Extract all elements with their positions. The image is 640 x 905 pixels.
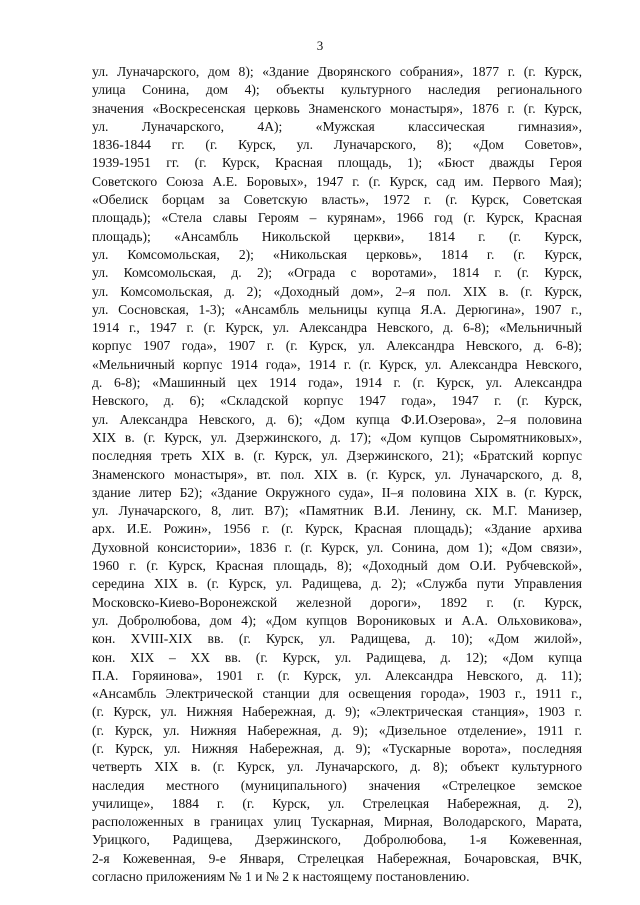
text-line: д. 6-8); «Машинный цех 1914 года», 1914 г. (г. Курск, ул. Александра — [92, 375, 582, 391]
text-line: Невского, д. 6); «Складской корпус 1947 года», 1947 г. (г. Курск, — [92, 393, 582, 409]
text-line: Московско-Киево-Воронежской железной дороги», 1892 г. (г. Курск, — [92, 594, 582, 610]
text-line: 1914 г., 1947 г. (г. Курск, ул. Александра Невского, д. 6-8); «Мельничный — [92, 320, 582, 336]
text-line: (г. Курск, ул. Нижняя Набережная, д. 9); «Дизельное отделение», 1911 г. — [92, 722, 582, 738]
text-line: кон. XVIII-XIX вв. (г. Курск, ул. Радищева, д. 10); «Дом жилой», — [92, 631, 582, 647]
text-line: П.А. Горяинова», 1901 г. (г. Курск, ул. Александра Невского, д. 11); — [92, 667, 582, 683]
page-number: 3 — [316, 38, 324, 53]
text-line: (г. Курск, ул. Нижняя Набережная, д. 9); «Электрическая станция», 1903 г. — [92, 704, 582, 720]
text-line: 2-я Кожевенная, 9-е Января, Стрелецкая Набережная, Бочаровская, ВЧК, — [92, 850, 582, 866]
text-line: 1836-1844 гг. (г. Курск, ул. Луначарского, 8); «Дом Советов», — [92, 137, 582, 153]
text-line: ул. Луначарского, дом 8); «Здание Дворянского собрания», 1877 г. (г. Курск, — [92, 64, 582, 79]
text-line: училище», 1884 г. (г. Курск, ул. Стрелецкая Набережная, д. 2), — [92, 795, 582, 811]
document-body-text — [92, 63, 582, 886]
text-line: (г. Курск, ул. Нижняя Набережная, д. 9); «Тускарные ворота», последняя — [92, 740, 582, 756]
text-line: ул. Комсомольская, д. 2); «Доходный дом», 2–я пол. XIX в. (г. Курск, — [92, 283, 582, 299]
text-line: ул. Комсомольская, д. 2); «Ограда с воротами», 1814 г. (г. Курск, — [92, 265, 582, 281]
text-line: ул. Луначарского, 8, лит. В7); «Памятник В.И. Ленину, ск. М.Г. Манизер, — [92, 503, 582, 519]
text-line-last: согласно приложениям № 1 и № 2 к настоящему постановлению. — [92, 869, 470, 885]
text-line: четверть XIX в. (г. Курск, ул. Луначарского, д. 8); объект культурного — [92, 759, 582, 775]
text-line: ул. Комсомольская, 2); «Никольская церковь», 1814 г. (г. Курск, — [92, 246, 582, 262]
text-line: ул. Луначарского, 4А); «Мужская классическая гимназия», — [92, 118, 582, 134]
text-line: площадь); «Ансамбль Никольской церкви», 1814 г. (г. Курск, — [92, 228, 582, 244]
text-line: арх. И.Е. Рожин», 1956 г. (г. Курск, Красная площадь); «Здание архива — [92, 521, 582, 537]
text-line: расположенных в границах улиц Тускарная, Мирная, Володарского, Марата, — [92, 814, 582, 830]
text-line: последняя треть XIX в. (г. Курск, ул. Дзержинского, 21); «Братский корпус — [92, 448, 582, 464]
text-line: 1960 г. (г. Курск, Красная площадь, 8); «Доходный дом О.И. Рубчевской», — [92, 558, 582, 574]
text-line: ул. Александра Невского, д. 6); «Дом купца Ф.И.Озерова», 2–я половина — [92, 411, 582, 427]
text-line: середина XIX в. (г. Курск, ул. Радищева, д. 2); «Служба пути Управления — [92, 576, 582, 592]
text-line: Советского Союза А.Е. Боровых», 1947 г. (г. Курск, сад им. Первого Мая); — [92, 173, 582, 189]
text-line: наследия местного (муниципального) значения «Стрелецкое земское — [92, 777, 582, 793]
text-line: «Ансамбль Электрической станции для освещения города», 1903 г., 1911 г., — [92, 686, 582, 702]
text-line: кон. XIX – XX вв. (г. Курск, ул. Радищева, д. 12); «Дом купца — [92, 649, 582, 665]
text-line: улица Сонина, дом 4); объекты культурного наследия регионального — [92, 82, 582, 98]
text-line: ул. Добролюбова, дом 4); «Дом купцов Ворониковых и А.А. Ольховикова», — [92, 612, 582, 628]
text-line: XIX в. (г. Курск, ул. Дзержинского, д. 17); «Дом купцов Сыромятниковых», — [92, 429, 582, 445]
text-line: значения «Воскресенская церковь Знаменского монастыря», 1876 г. (г. Курск, — [92, 100, 582, 116]
text-line: «Мельничный корпус 1914 года», 1914 г. (г. Курск, ул. Александра Невского, — [92, 356, 582, 372]
text-line: корпус 1907 года», 1907 г. (г. Курск, ул. Александра Невского, д. 6-8); — [92, 338, 582, 354]
text-line: 1939-1951 гг. (г. Курск, Красная площадь, 1); «Бюст дважды Героя — [92, 155, 582, 171]
text-line: ул. Сосновская, 1-3); «Ансамбль мельницы купца Я.А. Дерюгина», 1907 г., — [92, 301, 582, 317]
text-line: «Обелиск борцам за Советскую власть», 1972 г. (г. Курск, Советская — [92, 192, 582, 208]
text-line: Духовной консистории», 1836 г. (г. Курск, ул. Сонина, дом 1); «Дом связи», — [92, 539, 582, 555]
text-line: Знаменского монастыря», вт. пол. XIX в. (г. Курск, ул. Луначарского, д. 8, — [92, 466, 582, 482]
text-line: здание литер Б2); «Здание Окружного суда», II–я половина XIX в. (г. Курск, — [92, 484, 582, 500]
text-line: Урицкого, Радищева, Дзержинского, Добролюбова, 1-я Кожевенная, — [92, 832, 582, 848]
text-line: площадь); «Стела славы Героям – курянам», 1966 год (г. Курск, Красная — [92, 210, 582, 226]
